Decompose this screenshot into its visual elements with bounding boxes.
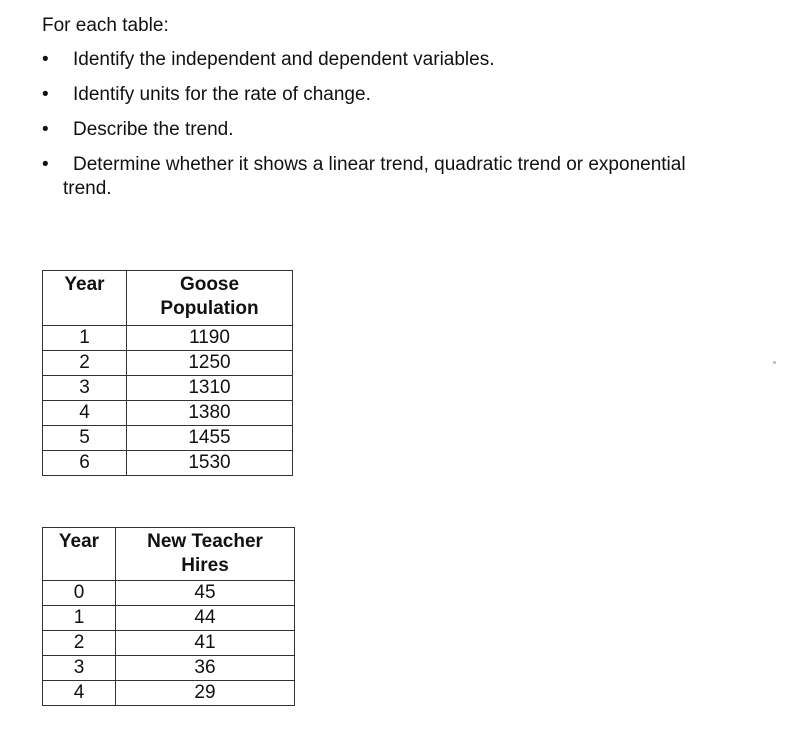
bullet-icon: • (42, 49, 49, 70)
new-teacher-hires-table (42, 527, 295, 706)
hires-cell: 29 (116, 681, 295, 706)
instruction-item (42, 118, 772, 142)
population-cell: 1530 (127, 451, 293, 476)
instruction-item (42, 83, 772, 107)
table-row (43, 681, 295, 706)
bullet-icon: • (42, 119, 49, 140)
column-header-year: Year (43, 271, 127, 326)
instruction-text: Identify units for the rate of change. (73, 84, 371, 105)
population-cell: 1380 (127, 401, 293, 426)
bullet-icon: • (42, 154, 49, 175)
bullet-icon: • (42, 84, 49, 105)
table-row (43, 376, 293, 401)
year-cell: 2 (43, 631, 116, 656)
population-cell: 1250 (127, 351, 293, 376)
year-cell: 4 (43, 401, 127, 426)
table-row (43, 401, 293, 426)
table-row (43, 606, 295, 631)
year-cell: 4 (43, 681, 116, 706)
scan-speck (773, 361, 776, 364)
instruction-text: Determine whether it shows a linear trend, quadratic trend or exponential (73, 154, 686, 175)
instruction-text: Describe the trend. (73, 119, 234, 140)
table-row (43, 451, 293, 476)
table-header-row (43, 528, 295, 581)
table-row (43, 581, 295, 606)
instruction-list (42, 48, 772, 212)
table-row (43, 631, 295, 656)
hires-cell: 45 (116, 581, 295, 606)
column-header-new-teacher-hires (116, 528, 295, 581)
hires-cell: 36 (116, 656, 295, 681)
table-row (43, 326, 293, 351)
instruction-text: Identify the independent and dependent variables. (73, 49, 495, 70)
year-cell: 3 (43, 376, 127, 401)
population-cell: 1190 (127, 326, 293, 351)
year-cell: 5 (43, 426, 127, 451)
year-cell: 1 (43, 606, 116, 631)
header-line: Hires (181, 555, 229, 576)
hires-cell: 41 (116, 631, 295, 656)
instruction-item (42, 153, 772, 201)
hires-cell: 44 (116, 606, 295, 631)
year-cell: 1 (43, 326, 127, 351)
year-cell: 3 (43, 656, 116, 681)
population-cell: 1310 (127, 376, 293, 401)
instruction-text-continued: trend. (63, 178, 112, 199)
year-cell: 0 (43, 581, 116, 606)
instructions-heading: For each table: (42, 15, 169, 36)
table-row (43, 426, 293, 451)
column-header-year: Year (43, 528, 116, 581)
header-line: New Teacher (147, 531, 263, 552)
population-cell: 1455 (127, 426, 293, 451)
table-row (43, 351, 293, 376)
column-header-goose-population (127, 271, 293, 326)
header-line: Population (160, 298, 259, 319)
header-line: Goose (179, 274, 240, 295)
table-row (43, 656, 295, 681)
instruction-item (42, 48, 772, 72)
year-cell: 6 (43, 451, 127, 476)
year-cell: 2 (43, 351, 127, 376)
table-header-row (43, 271, 293, 326)
goose-population-table (42, 270, 293, 476)
